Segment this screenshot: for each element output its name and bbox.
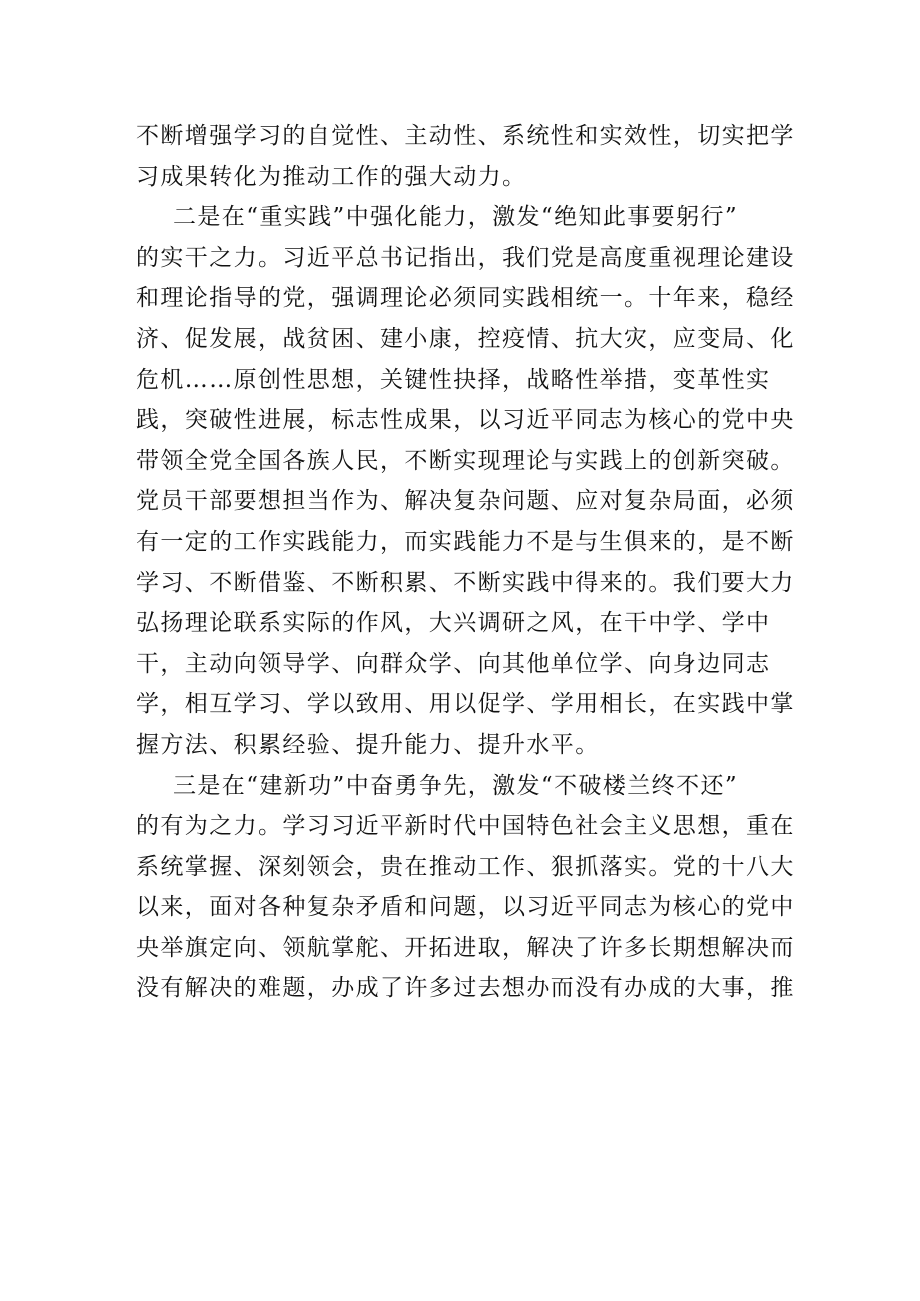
text-line: 危机……原创性思想，关键性抉择，战略性举措，变革性实 xyxy=(136,366,771,393)
text-line: 以来，面对各种复杂矛盾和问题，以习近平同志为核心的党中 xyxy=(136,894,795,921)
paragraph-continuation xyxy=(136,116,795,197)
text-line: 和理论指导的党，强调理论必须同实践相统一。十年来，稳经 xyxy=(136,285,795,312)
text-line-first: 二是在“重实践”中强化能力，激发“绝知此事要躬行” xyxy=(173,204,739,231)
text-line: 有一定的工作实践能力，而实践能力不是与生俱来的，是不断 xyxy=(136,528,795,555)
text-line: 不断增强学习的自觉性、主动性、系统性和实效性，切实把学 xyxy=(136,123,795,149)
text-line: 学，相互学习、学以致用、用以促学、学用相长，在实践中掌 xyxy=(136,691,795,718)
text-line: 没有解决的难题，办成了许多过去想办而没有办成的大事，推 xyxy=(136,975,795,1002)
text-line: 党员干部要想担当作为、解决复杂问题、应对复杂局面，必须 xyxy=(136,488,795,515)
text-line: 央举旗定向、领航掌舵、开拓进取，解决了许多长期想解决而 xyxy=(136,934,795,961)
text-line: 的实干之力。习近平总书记指出，我们党是高度重视理论建设 xyxy=(136,244,795,271)
text-line: 的有为之力。学习习近平新时代中国特色社会主义思想，重在 xyxy=(136,813,795,840)
text-line-first: 三是在“建新功”中奋勇争先，激发“不破楼兰终不还” xyxy=(173,772,739,799)
text-line: 学习、不断借鉴、不断积累、不断实践中得来的。我们要大力 xyxy=(136,569,795,596)
paragraph-new-achievement xyxy=(136,766,795,1010)
paragraph-practice xyxy=(136,197,795,765)
text-line: 习成果转化为推动工作的强大动力。 xyxy=(136,163,527,190)
text-line: 弘扬理论联系实际的作风，大兴调研之风，在干中学、学中 xyxy=(136,610,771,637)
text-line: 带领全党全国各族人民，不断实现理论与实践上的创新突破。 xyxy=(136,447,795,474)
text-line: 握方法、积累经验、提升能力、提升水平。 xyxy=(136,731,600,758)
text-line: 干，主动向领导学、向群众学、向其他单位学、向身边同志 xyxy=(136,650,771,677)
body-text xyxy=(136,116,795,1009)
text-line: 践，突破性进展，标志性成果，以习近平同志为核心的党中央 xyxy=(136,407,795,434)
text-line: 济、促发展，战贫困、建小康，控疫情、抗大灾，应变局、化 xyxy=(136,325,795,352)
text-line: 系统掌握、深刻领会，贵在推动工作、狠抓落实。党的十八大 xyxy=(136,853,795,880)
